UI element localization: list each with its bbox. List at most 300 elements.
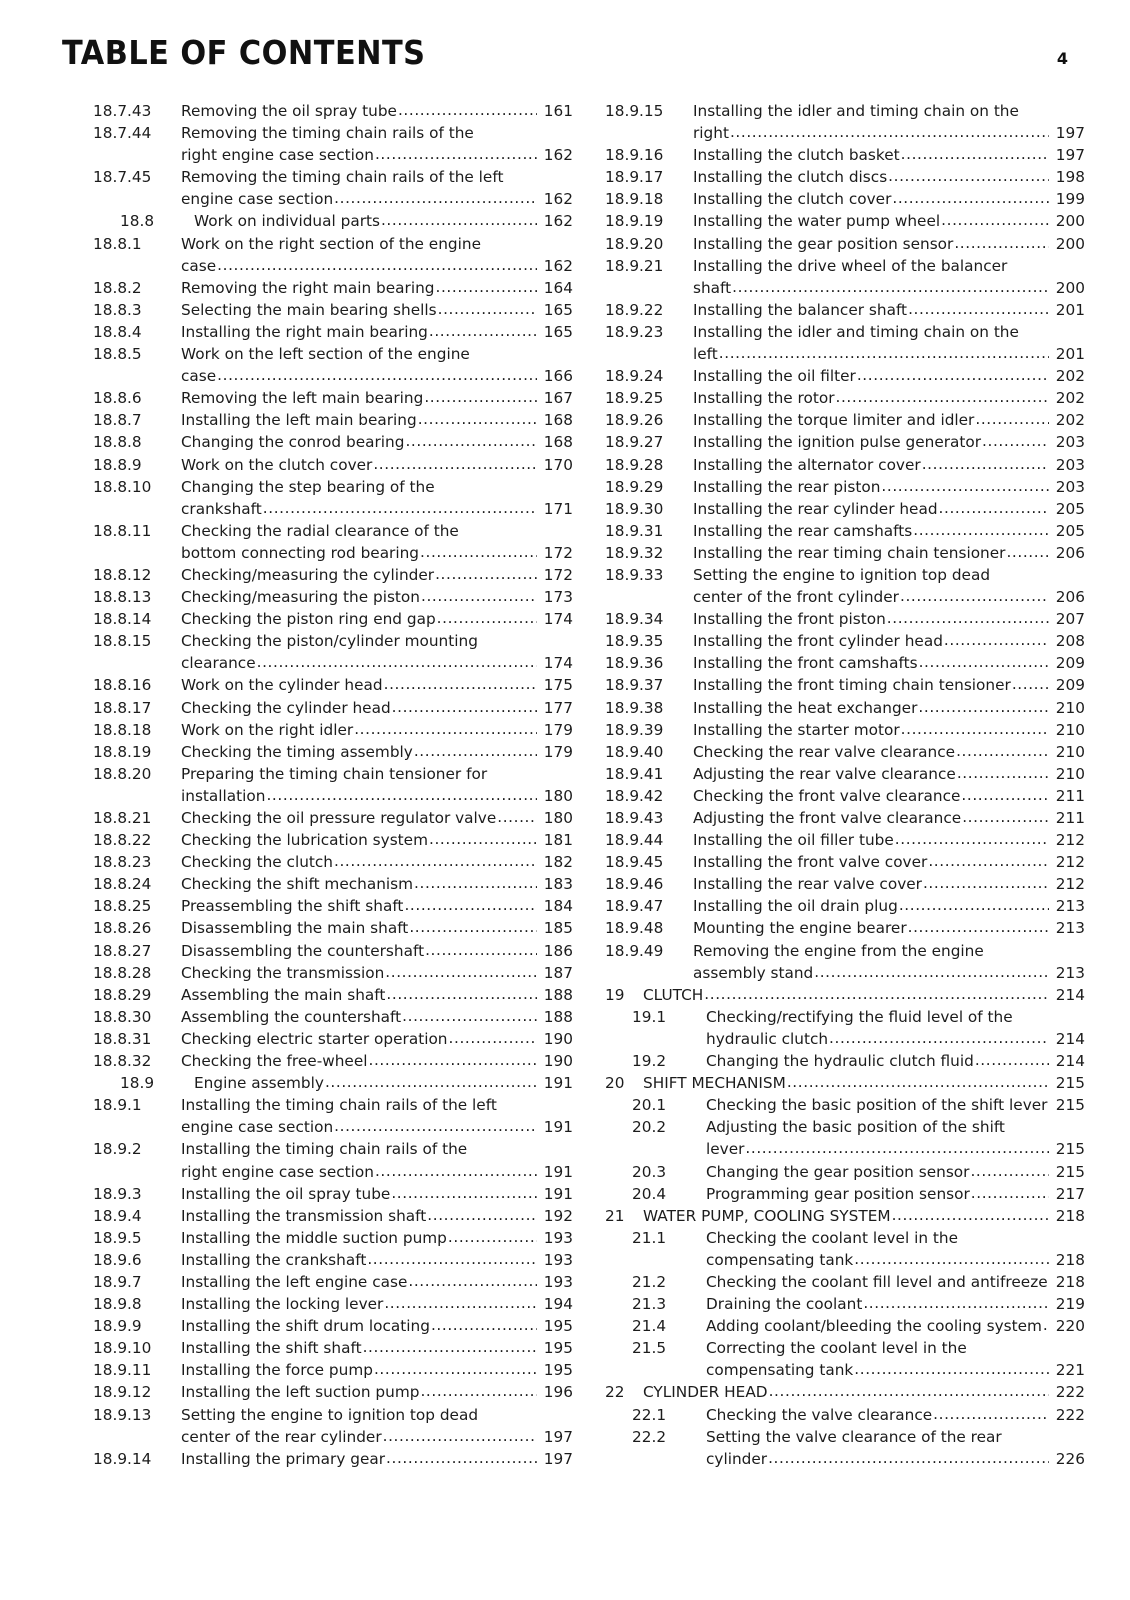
toc-entry-line [181,343,573,365]
toc-entry[interactable] [93,100,573,122]
toc-entry-number: 21.3 [632,1295,667,1314]
toc-leader-dots [367,1248,537,1270]
toc-entry-body [693,741,1085,763]
toc-entry-body [693,387,1085,409]
toc-entry[interactable] [93,719,573,741]
toc-entry[interactable] [93,1249,573,1271]
toc-entry-number: 20.3 [632,1162,667,1181]
toc-entry[interactable] [605,940,1085,984]
toc-leader-dots [962,806,1049,828]
toc-entry-body [181,564,573,586]
toc-entry[interactable] [93,608,573,630]
toc-entry[interactable] [93,1271,573,1293]
toc-entry-line [693,652,1085,674]
toc-entry[interactable] [605,697,1085,719]
toc-entry-number: 18.9.21 [605,256,664,275]
toc-entry-page: 214 [1055,985,1085,1004]
toc-entry-body [693,233,1085,255]
toc-entry-body [706,1094,1085,1116]
toc-entry[interactable] [93,1138,573,1182]
toc-entry-number: 18.8.32 [93,1052,152,1071]
toc-entry-page: 202 [1055,367,1085,386]
toc-entry-line [706,1138,1085,1160]
toc-leader-dots [386,983,537,1005]
toc-entry[interactable] [93,984,573,1006]
toc-entry-number: 22.1 [632,1405,667,1424]
toc-entry-title: right engine case section [181,146,374,165]
toc-entry-line [181,1249,573,1271]
toc-entry-title: bottom connecting rod bearing [181,543,420,562]
toc-entry-line [181,940,573,962]
toc-entry-body [181,233,573,277]
toc-entry[interactable] [93,829,573,851]
toc-entry[interactable] [605,321,1085,365]
toc-entry[interactable] [93,940,573,962]
toc-entry-title: Disassembling the main shaft [181,919,409,938]
toc-entry-number: 18.8.17 [93,698,152,717]
toc-entry-line [693,741,1085,763]
toc-entry[interactable] [605,763,1085,785]
toc-entry-page: 210 [1055,720,1085,739]
toc-leader-dots [392,696,537,718]
toc-entry[interactable] [93,1227,573,1249]
toc-entry[interactable] [93,520,573,564]
toc-entry-page: 198 [1055,168,1085,187]
toc-entry[interactable] [605,652,1085,674]
toc-entry-body [693,210,1085,232]
toc-entry-body [181,1359,573,1381]
toc-entry[interactable] [605,498,1085,520]
toc-entry[interactable] [632,1161,1085,1183]
toc-entry[interactable] [93,962,573,984]
toc-entry-title: Installing the oil filter [693,367,856,386]
toc-entry-number: 18.8.9 [93,455,142,474]
toc-leader-dots [334,1115,537,1137]
toc-entry-number: 19.1 [632,1007,667,1026]
toc-entry[interactable] [632,1315,1085,1337]
toc-entry-body [693,895,1085,917]
toc-entry-number: 18.9.7 [93,1272,142,1291]
toc-entry[interactable] [93,697,573,719]
toc-entry-number: 18.9.28 [605,455,664,474]
toc-entry-page: 193 [543,1272,573,1291]
toc-leader-dots [438,298,537,320]
toc-entry-page: 210 [1055,742,1085,761]
toc-entry[interactable] [93,917,573,939]
toc-entry-page: 170 [543,455,573,474]
toc-entry-page: 179 [543,742,573,761]
toc-entry[interactable] [93,1337,573,1359]
toc-entry[interactable] [605,210,1085,232]
toc-entry[interactable] [93,564,573,586]
toc-entry-line [693,630,1085,652]
toc-entry-line [706,1183,1085,1205]
toc-entry[interactable] [93,763,573,807]
toc-entry[interactable] [605,144,1085,166]
toc-entry-line [181,895,573,917]
toc-entry[interactable] [93,299,573,321]
toc-entry[interactable] [605,542,1085,564]
toc-entry-body [181,1293,573,1315]
toc-entry[interactable] [605,100,1085,144]
toc-entry[interactable] [632,1337,1085,1381]
toc-entry[interactable] [605,299,1085,321]
toc-entry-number: 18.9.18 [605,190,664,209]
toc-entry[interactable] [605,1205,1085,1227]
toc-entry[interactable] [93,166,573,210]
toc-entry-line [693,188,1085,210]
toc-leader-dots [363,1336,537,1358]
toc-entry[interactable] [93,674,573,696]
toc-entry-number: 18.9.22 [605,300,664,319]
toc-leader-dots [398,99,537,121]
toc-leader-dots [217,364,537,386]
toc-entry-body [181,697,573,719]
toc-entry[interactable] [605,895,1085,917]
toc-entry[interactable] [605,873,1085,895]
toc-entry-page: 213 [1055,897,1085,916]
toc-entry-number: 18.9.15 [605,102,664,120]
toc-entry-line [181,542,573,564]
toc-entry-number: 18.9.34 [605,610,664,629]
toc-entry-title: Work on the right section of the engine [181,234,481,253]
toc-entry[interactable] [93,1381,573,1403]
toc-entry-body [181,895,573,917]
toc-entry[interactable] [632,1426,1085,1470]
toc-leader-dots [787,1071,1049,1093]
toc-entry[interactable] [632,1271,1085,1293]
toc-entry[interactable] [93,1448,573,1470]
toc-leader-dots [982,430,1049,452]
toc-entry-line [181,498,573,520]
toc-entry-line [643,984,1085,1006]
toc-entry[interactable] [93,454,573,476]
toc-entry[interactable] [605,851,1085,873]
toc-entry-number: 18.9.49 [605,941,664,960]
toc-entry-number: 18.9.23 [605,322,664,341]
toc-entry-line [706,1426,1085,1448]
toc-entry-number: 18.9.9 [93,1317,142,1336]
toc-leader-dots [732,276,1049,298]
toc-entry-title: case [181,256,217,275]
toc-entry[interactable] [605,1072,1085,1094]
toc-entry-body [643,1072,1085,1094]
toc-entry[interactable] [93,630,573,674]
toc-entry-title: Installing the front cylinder head [693,632,943,651]
toc-entry-title: Installing the primary gear [181,1449,386,1468]
toc-entry-number: 22 [605,1383,625,1402]
toc-entry-page: 183 [543,875,573,894]
toc-entry[interactable] [93,122,573,166]
toc-entry-page: 218 [1055,1250,1085,1269]
toc-entry-body [706,1404,1085,1426]
toc-entry-title: Work on the clutch cover [181,455,373,474]
toc-entry[interactable] [93,586,573,608]
toc-leader-dots [385,961,537,983]
toc-entry-page: 215 [1055,1096,1085,1115]
toc-entry[interactable] [93,807,573,829]
toc-entry-body [643,1381,1085,1403]
toc-leader-dots [887,607,1049,629]
toc-leader-dots [404,894,537,916]
toc-entry-body [706,1293,1085,1315]
toc-leader-dots [418,408,537,430]
toc-entry-page: 172 [543,565,573,584]
toc-entry-page: 195 [543,1361,573,1380]
toc-entry-number: 20.1 [632,1096,667,1115]
toc-entry-number: 18.9.20 [605,234,664,253]
toc-entry[interactable] [605,741,1085,763]
toc-entry-title: compensating tank [706,1250,854,1269]
toc-entry[interactable] [605,917,1085,939]
toc-entry-line [693,829,1085,851]
toc-entry-line [693,431,1085,453]
toc-entry[interactable] [93,1359,573,1381]
toc-entry-page: 191 [543,1184,573,1203]
toc-entry-body [181,431,573,453]
toc-entry[interactable] [632,1006,1085,1050]
toc-entry[interactable] [93,1094,573,1138]
toc-entry[interactable] [93,1050,573,1072]
toc-entry-number: 18.8.15 [93,632,152,651]
toc-leader-dots [854,1358,1049,1380]
toc-entry-page: 212 [1055,875,1085,894]
toc-entry[interactable] [605,188,1085,210]
toc-entry[interactable] [93,321,573,343]
toc-entry-title: Checking the front valve clearance [693,786,961,805]
toc-entry[interactable] [93,1293,573,1315]
toc-entry-body [181,962,573,984]
toc-entry-page: 221 [1055,1361,1085,1380]
toc-entry-line [181,763,573,785]
toc-entry-page: 215 [1055,1074,1085,1093]
toc-entry-line [693,940,1085,962]
toc-entry-page: 211 [1055,786,1085,805]
toc-entry[interactable] [605,454,1085,476]
toc-entry[interactable] [93,1006,573,1028]
toc-leader-dots [257,651,537,673]
toc-entry[interactable] [632,1050,1085,1072]
toc-entry[interactable] [605,719,1085,741]
toc-entry-title: Checking the radial clearance of the [181,521,459,540]
toc-entry[interactable] [605,365,1085,387]
toc-entry-title: left [693,345,718,364]
toc-entry[interactable] [120,210,573,232]
toc-entry-page: 168 [543,411,573,430]
toc-entry-line [181,233,573,255]
toc-entry-page: 167 [543,389,573,408]
toc-entry[interactable] [93,851,573,873]
toc-entry-title: Checking the timing assembly [181,742,413,761]
toc-entry[interactable] [605,387,1085,409]
toc-entry[interactable] [93,431,573,453]
toc-entry-body [181,100,573,122]
toc-entry-body [194,210,573,232]
toc-entry[interactable] [605,807,1085,829]
toc-entry[interactable] [605,984,1085,1006]
toc-entry[interactable] [605,564,1085,608]
toc-entry-number: 18.9.2 [93,1140,142,1159]
toc-leader-dots [888,165,1049,187]
toc-entry[interactable] [632,1227,1085,1271]
toc-entry-title: WATER PUMP, COOLING SYSTEM [643,1206,891,1225]
toc-leader-dots [769,1380,1049,1402]
toc-entry-title: CYLINDER HEAD [643,1383,768,1402]
toc-entry[interactable] [605,476,1085,498]
toc-entry-number: 18.8.8 [93,433,142,452]
toc-entry-line [706,1094,1085,1116]
toc-entry[interactable] [93,895,573,917]
toc-entry-page: 206 [1055,588,1085,607]
toc-entry-title: Preparing the timing chain tensioner for [181,764,488,783]
toc-entry[interactable] [93,873,573,895]
toc-entry-number: 18.8.2 [93,278,142,297]
toc-entry-line [693,166,1085,188]
toc-entry-page: 191 [543,1118,573,1137]
toc-entry[interactable] [93,277,573,299]
toc-entry[interactable] [632,1404,1085,1426]
toc-entry-body [706,1006,1085,1050]
toc-entry[interactable] [605,233,1085,255]
toc-entry-line [181,630,573,652]
toc-entry[interactable] [605,630,1085,652]
toc-entry[interactable] [605,431,1085,453]
toc-entry-body [181,299,573,321]
toc-leader-dots [420,541,537,563]
toc-entry-title: Programming gear position sensor [706,1184,970,1203]
toc-leader-dots [913,519,1049,541]
toc-entry-title: Installing the locking lever [181,1295,384,1314]
toc-entry-title: Installing the heat exchanger [693,698,918,717]
toc-entry[interactable] [632,1094,1085,1116]
toc-entry-body [693,719,1085,741]
toc-leader-dots [384,1292,537,1314]
toc-entry-number: 18.8.16 [93,676,152,695]
toc-entry-title: Installing the oil filler tube [693,831,894,850]
toc-entry-body [693,873,1085,895]
toc-entry[interactable] [605,674,1085,696]
toc-leader-dots [899,894,1049,916]
toc-entry-title: Checking the oil pressure regulator valve [181,809,497,827]
toc-entry-body [181,520,573,564]
toc-entry-body [194,1072,573,1094]
toc-entry-title: Installing the ignition pulse generator [693,433,982,452]
toc-entry-line [181,1006,573,1028]
toc-entry-line [181,1271,573,1293]
toc-leader-dots [427,1204,537,1226]
toc-entry[interactable] [605,255,1085,299]
toc-entry-line [693,763,1085,785]
toc-entry[interactable] [93,741,573,763]
toc-entry-body [181,1381,573,1403]
toc-entry-body [181,917,573,939]
toc-entry-line [706,1161,1085,1183]
toc-entry[interactable] [605,785,1085,807]
toc-entry-title: Checking electric starter operation [181,1029,448,1048]
toc-entry-line [693,321,1085,343]
toc-leader-dots [263,497,537,519]
toc-leader-dots [405,430,537,452]
toc-leader-dots [449,1027,537,1049]
toc-entry-title: Installing the torque limiter and idler [693,411,975,430]
toc-entry-body [181,851,573,873]
toc-entry[interactable] [93,387,573,409]
toc-leader-dots [719,342,1049,364]
toc-entry-body [181,586,573,608]
toc-leader-dots [435,563,537,585]
toc-entry[interactable] [93,343,573,387]
toc-leader-dots [431,1314,537,1336]
toc-entry-page: 162 [543,256,573,275]
toc-leader-dots [435,276,537,298]
toc-entry-number: 18.9.46 [605,875,664,894]
toc-entry-page: 205 [1055,499,1085,518]
toc-entry-number: 18.8.30 [93,1007,152,1026]
toc-entry-body [693,940,1085,984]
toc-entry[interactable] [605,1381,1085,1403]
toc-entry[interactable] [93,1028,573,1050]
toc-entry-page: 182 [543,853,573,872]
toc-entry[interactable] [605,520,1085,542]
toc-entry-line [693,895,1085,917]
toc-entry-body [181,873,573,895]
toc-entry-body [693,608,1085,630]
toc-entry-title: Assembling the main shaft [181,985,386,1004]
toc-entry-title: Selecting the main bearing shells [181,300,437,319]
toc-entry-body [181,829,573,851]
toc-entry[interactable] [93,1404,573,1448]
toc-entry[interactable] [632,1293,1085,1315]
toc-entry-body [181,1205,573,1227]
toc-entry-title: Checking the coolant fill level and antifreeze [706,1272,1048,1291]
toc-entry[interactable] [93,1315,573,1337]
toc-entry-title: Installing the shift drum locating [181,1317,430,1336]
toc-entry-line [181,564,573,586]
toc-entry-number: 18.8.20 [93,764,152,783]
toc-entry-title: Checking the piston/cylinder mounting [181,632,478,651]
toc-entry[interactable] [93,1183,573,1205]
toc-entry-title: Adjusting the basic position of the shift [706,1118,1005,1137]
toc-entry-page: 175 [543,676,573,695]
toc-entry-title: Work on individual parts [194,212,380,231]
toc-entry[interactable] [632,1183,1085,1205]
toc-entry-body [181,343,573,387]
toc-entry[interactable] [120,1072,573,1094]
toc-entry[interactable] [93,409,573,431]
toc-entry-body [181,1050,573,1072]
toc-entry-page: 190 [543,1052,573,1071]
toc-entry-title: engine case section [181,190,334,209]
toc-entry[interactable] [93,233,573,277]
toc-entry-number: 18.9.1 [93,1096,142,1115]
toc-entry-number: 18.9.31 [605,521,664,540]
toc-leader-dots [409,916,537,938]
toc-entry-page: 174 [543,654,573,673]
toc-entry[interactable] [605,166,1085,188]
toc-entry[interactable] [605,409,1085,431]
toc-entry-page: 203 [1055,477,1085,496]
toc-entry-line [181,299,573,321]
toc-entry-page: 201 [1055,345,1085,364]
toc-leader-dots [374,1358,537,1380]
toc-entry[interactable] [93,476,573,520]
page-number: 4 [1056,49,1068,68]
toc-entry[interactable] [93,1205,573,1227]
toc-entry[interactable] [632,1116,1085,1160]
toc-entry-title: center of the rear cylinder [181,1427,382,1446]
toc-entry[interactable] [605,829,1085,851]
toc-entry[interactable] [605,608,1085,630]
